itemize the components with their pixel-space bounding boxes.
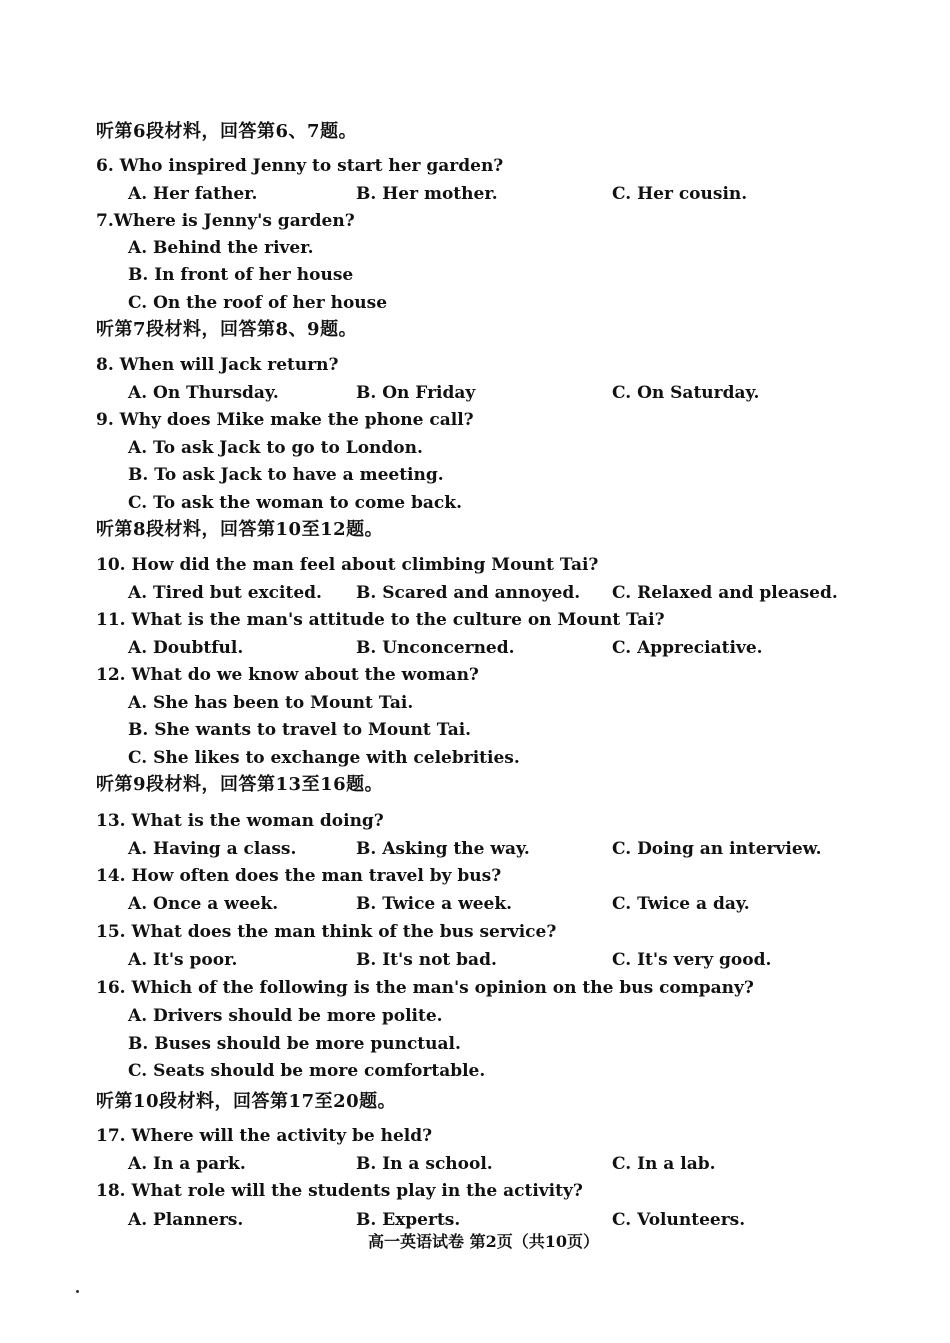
answer-option-row [0,434,950,462]
answer-option-a: A. Doubtful. [128,638,244,658]
answer-option-b: B. In a school. [356,1154,493,1174]
question-text: 13. What is the woman doing? [96,811,384,831]
section-heading [0,1088,950,1116]
answer-option-row [0,461,950,489]
answer-option-a: A. Once a week. [128,894,279,914]
section-heading [0,316,950,344]
answer-option-c: C. It's very good. [612,950,772,970]
question [0,974,950,1002]
section-heading-text: 听第9段材料，回答第13至16题。 [96,774,384,795]
answer-option: C. Seats should be more comfortable. [128,1061,486,1081]
answer-option: A. Drivers should be more polite. [128,1006,443,1026]
question-text: 18. What role will the students play in the activity? [96,1181,583,1201]
page-footer [0,1228,950,1256]
answer-options-row [0,634,950,662]
question [0,1122,950,1150]
answer-option: C. On the roof of her house [128,293,388,313]
answer-options-row [0,835,950,863]
question [0,551,950,579]
answer-options-row [0,379,950,407]
answer-option: B. Buses should be more punctual. [128,1034,461,1054]
answer-option: B. To ask Jack to have a meeting. [128,465,444,485]
answer-option-b: B. Unconcerned. [356,638,515,658]
section-heading-text: 听第8段材料，回答第10至12题。 [96,519,384,540]
answer-options-row [0,1150,950,1178]
answer-option-b: B. Her mother. [356,184,498,204]
question-text: 9. Why does Mike make the phone call? [96,410,474,430]
question-text: 12. What do we know about the woman? [96,665,479,685]
question-text: 17. Where will the activity be held? [96,1126,433,1146]
answer-options-row [0,890,950,918]
answer-option-c: C. Volunteers. [612,1210,746,1230]
section-heading-text: 听第10段材料，回答第17至20题。 [96,1091,397,1112]
question [0,661,950,689]
question-text: 14. How often does the man travel by bus? [96,866,502,886]
answer-options-row [0,946,950,974]
answer-option-a: A. It's poor. [128,950,238,970]
answer-option-b: B. Twice a week. [356,894,513,914]
answer-option-b: B. Asking the way. [356,839,530,859]
answer-option-row [0,1002,950,1030]
answer-option-row [0,289,950,317]
question-text: 10. How did the man feel about climbing Mount Tai? [96,555,599,575]
question-text: 8. When will Jack return? [96,355,339,375]
answer-option-c: C. Relaxed and pleased. [612,583,838,603]
answer-options-row [0,180,950,208]
question [0,606,950,634]
question [0,406,950,434]
question [0,807,950,835]
answer-option: A. Behind the river. [128,238,314,258]
answer-option: C. To ask the woman to come back. [128,493,462,513]
answer-option-row [0,689,950,717]
answer-option-a: A. Planners. [128,1210,244,1230]
question [0,1177,950,1205]
answer-option-a: A. Having a class. [128,839,297,859]
answer-option-b: B. It's not bad. [356,950,497,970]
question [0,351,950,379]
answer-option-b: B. Scared and annoyed. [356,583,581,603]
scan-speck [76,1290,79,1293]
answer-option-c: C. Twice a day. [612,894,750,914]
answer-option-a: A. In a park. [128,1154,246,1174]
answer-option: C. She likes to exchange with celebrities. [128,748,520,768]
question [0,207,950,235]
answer-option-c: C. Appreciative. [612,638,763,658]
footer-text: 高一英语试卷 第2页（共10页） [368,1232,599,1251]
answer-option-row [0,716,950,744]
answer-option: B. She wants to travel to Mount Tai. [128,720,472,740]
answer-option-row [0,744,950,772]
answer-option-c: C. In a lab. [612,1154,716,1174]
answer-option-b: B. Experts. [356,1210,461,1230]
question [0,918,950,946]
answer-option-row [0,489,950,517]
answer-option-row [0,261,950,289]
section-heading [0,118,950,146]
answer-option-row [0,234,950,262]
section-heading [0,771,950,799]
answer-option-c: C. On Saturday. [612,383,760,403]
answer-option-a: A. On Thursday. [128,383,279,403]
question-text: 15. What does the man think of the bus service? [96,922,557,942]
answer-options-row [0,579,950,607]
question-text: 16. Which of the following is the man's opinion on the bus company? [96,978,754,998]
section-heading-text: 听第6段材料，回答第6、7题。 [96,121,358,142]
answer-option-a: A. Her father. [128,184,258,204]
question [0,152,950,180]
answer-option-b: B. On Friday [356,383,476,403]
answer-option: B. In front of her house [128,265,354,285]
answer-option: A. She has been to Mount Tai. [128,693,414,713]
section-heading-text: 听第7段材料，回答第8、9题。 [96,319,358,340]
answer-option-row [0,1057,950,1085]
question-text: 7.Where is Jenny's garden? [96,211,355,231]
question-text: 6. Who inspired Jenny to start her garden? [96,156,504,176]
answer-option-a: A. Tired but excited. [128,583,322,603]
answer-option-c: C. Her cousin. [612,184,748,204]
answer-option: A. To ask Jack to go to London. [128,438,423,458]
answer-option-row [0,1030,950,1058]
question [0,862,950,890]
question-text: 11. What is the man's attitude to the culture on Mount Tai? [96,610,665,630]
section-heading [0,516,950,544]
answer-option-c: C. Doing an interview. [612,839,822,859]
